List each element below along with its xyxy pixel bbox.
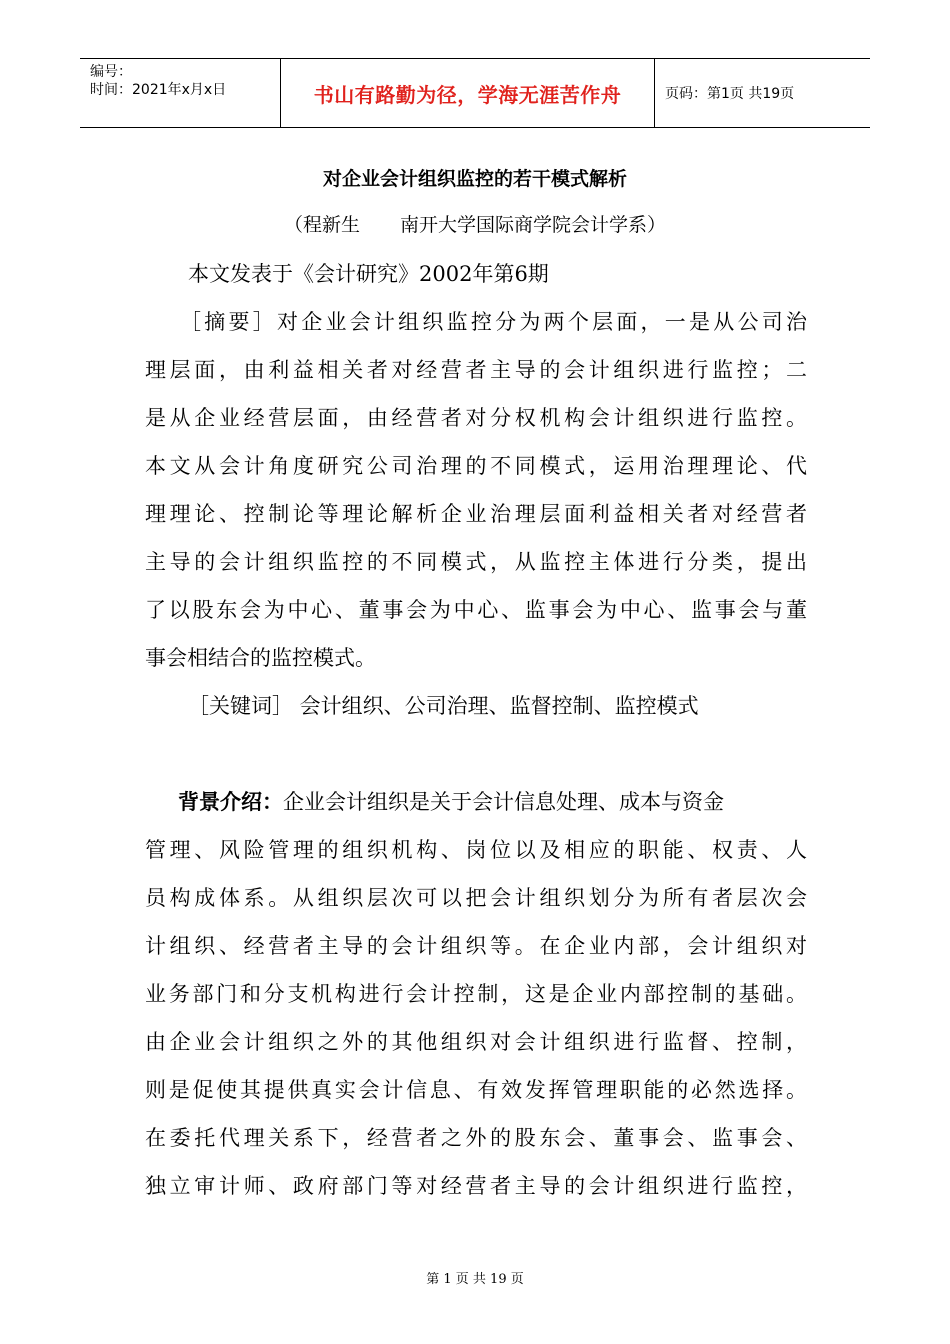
time-label: 时间：2021年x月x日: [90, 82, 227, 98]
background-line: 独立审计师、政府部门等对经营者主导的会计组织进行监控，: [145, 1174, 807, 1198]
document-header: [80, 58, 870, 128]
motto-text: 书山有路勤为径，学海无涯苦作舟: [313, 82, 622, 107]
abstract-line: ［摘要］对企业会计组织监控分为两个层面，一是从公司治: [180, 310, 807, 334]
abstract-line: 理层面，由利益相关者对经营者主导的会计组织进行监控；二: [145, 358, 807, 382]
header-motto-cell: [281, 59, 655, 127]
abstract-line: 事会相结合的监控模式。: [145, 646, 376, 670]
page-footer: 第 1 页 共 19 页: [426, 1272, 524, 1287]
background-line: 在委托代理关系下，经营者之外的股东会、董事会、监事会、: [145, 1126, 807, 1150]
abstract-line: 是从企业经营层面，由经营者对分权机构会计组织进行监控。: [145, 406, 807, 430]
page-label: 页码：第1页 共19页: [665, 86, 795, 102]
abstract-line: 了以股东会为中心、董事会为中心、监事会为中心、监事会与董: [145, 598, 807, 622]
background-first-text: 企业会计组织是关于会计信息处理、成本与资金: [283, 790, 724, 814]
background-line: 则是促使其提供真实会计信息、有效发挥管理职能的必然选择。: [145, 1078, 807, 1102]
author-affiliation: 南开大学国际商学院会计学系）: [400, 214, 667, 236]
background-lead: 背景介绍：: [178, 790, 283, 814]
background-line: 员构成体系。从组织层次可以把会计组织划分为所有者层次会: [145, 886, 807, 910]
background-first-line: [178, 786, 807, 816]
background-line: 管理、风险管理的组织机构、岗位以及相应的职能、权责、人: [145, 838, 807, 862]
abstract-line: 本文从会计角度研究公司治理的不同模式，运用治理理论、代: [145, 454, 807, 478]
header-page-cell: [655, 59, 870, 127]
author-name: （程新生: [283, 214, 360, 236]
keywords-line: ［关键词］ 会计组织、公司治理、监督控制、监控模式: [188, 694, 699, 718]
publication-line: 本文发表于《会计研究》2002年第6期: [188, 262, 549, 286]
code-label: 编号：: [90, 64, 132, 80]
background-line: 由企业会计组织之外的其他组织对会计组织进行监督、控制，: [145, 1030, 807, 1054]
background-line: 计组织、经营者主导的会计组织等。在企业内部，会计组织对: [145, 934, 807, 958]
header-meta-cell: [80, 59, 281, 127]
abstract-line: 理理论、控制论等理论解析企业治理层面利益相关者对经营者: [145, 502, 807, 526]
abstract-line: 主导的会计组织监控的不同模式，从监控主体进行分类，提出: [145, 550, 807, 574]
author-line: [0, 210, 950, 237]
article-title: 对企业会计组织监控的若干模式解析: [322, 168, 627, 190]
background-line: 业务部门和分支机构进行会计控制，这是企业内部控制的基础。: [145, 982, 807, 1006]
